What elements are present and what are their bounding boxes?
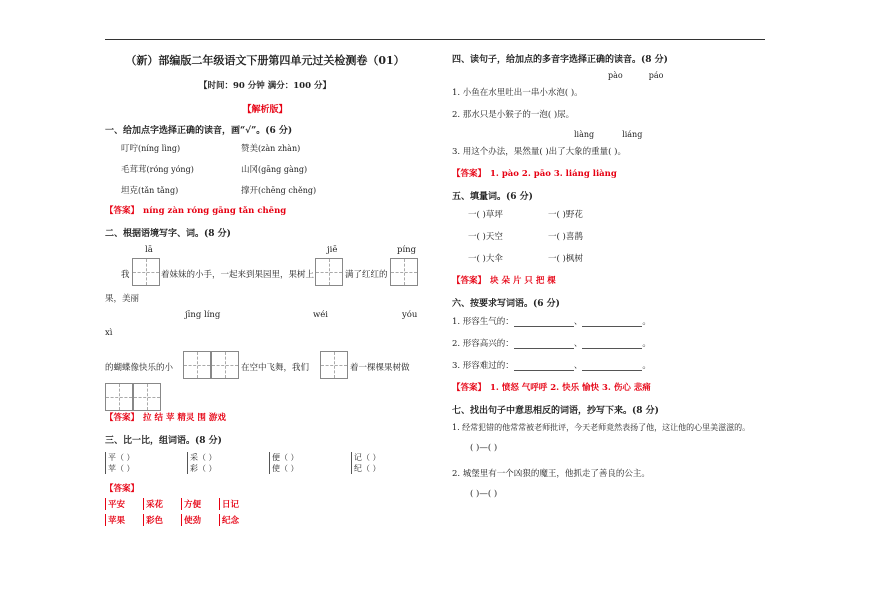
pinyin-label: lā [145,245,153,255]
q1-items [121,142,425,196]
version-tag: 【解析版】 [242,105,288,115]
left-column [105,52,425,526]
q2-text: 着妹妹的小手，一起来到果园里，果树上 [161,270,315,280]
q7-heading: 七、找出句子中意思相反的词语，抄写下来。(8 分) [452,406,659,416]
q2-body-2 [105,349,425,411]
writing-box[interactable] [133,383,161,411]
q7-sentence-2: 2. 城堡里有一个凶狠的魔王，他抓走了善良的公主。 [452,469,650,479]
q5-row: 一( )草坪 一( )野花 [468,210,583,220]
q2-body [105,245,425,357]
q3-heading: 三、比一比，组词语。(8 分) [105,436,222,446]
q4-answer: 【答案】 1. pào 2. pāo 3. liáng liàng [452,169,617,179]
q3-answer: 彩色 [143,514,181,526]
q4-sentence-1: 1. 小鱼在水里吐出一串小水泡( )。 [452,88,583,98]
q2-text: 果，美丽 [105,294,140,304]
q1-item: 赞美(zàn zhàn) [241,144,301,154]
q5-heading: 五、填量词。(6 分) [452,192,533,202]
q6-item: 1. 形容生气的： 、 。 [452,317,651,327]
writing-box[interactable] [183,351,211,379]
q3-answer: 日记 [219,498,257,510]
q6-answer: 【答案】 1. 愤怒 气呼呼 2. 快乐 愉快 3. 伤心 悲痛 [452,383,651,393]
answer-blank[interactable] [514,361,574,371]
q3-pair: 采（ ） 彩（ ） [187,452,269,474]
q1-answer: 【答案】 níng zàn róng gāng tǎn chēng [105,206,287,216]
q4-sentence-2: 2. 那水只是小猴子的一泡( )尿。 [452,110,575,120]
q3-answer: 方便 [181,498,219,510]
q3-answer-grid [105,498,425,526]
q1-item: 山冈(gāng gàng) [241,165,308,175]
q5-row: 一( )大伞 一( )枫树 [468,254,583,264]
q3-pairs [105,452,425,474]
q3-answer: 苹果 [105,514,143,526]
q5-answer: 【答案】 块 朵 片 只 把 棵 [452,276,556,286]
q3-answer: 平安 [105,498,143,510]
q4-pinyin-mid: liàng liáng [574,130,643,139]
q2-text: 满了红红的 [345,270,388,280]
q4-sentence-3: 3. 用这个办法，果然量( )出了大象的重量( )。 [452,147,626,157]
q4-pinyin-top: pào páo [608,71,664,80]
time-info: 【时间：90 分钟 满分：100 分】 [199,81,331,91]
q6-item: 3. 形容难过的： 、 。 [452,361,651,371]
q2-text: 在空中飞舞，我们 [241,363,310,373]
q1-item: 叮咛(níng lìng) [121,144,181,154]
q7-sentence-1: 1. 经常犯错的他常常被老师批评，今天老师竟然表扬了他，这让他的心里美滋滋的。 [452,423,751,432]
q2-text: 的蝴蝶像快乐的小 [105,363,174,373]
q7-pair-line: ( )—( ) [470,489,498,499]
pinyin-label: píng [397,245,417,255]
q1-item: 撑开(chēng chěng) [241,186,317,196]
q4-heading: 四、读句子，给加点的多音字选择正确的读音。(8 分) [452,55,668,65]
q2-text: 着一棵棵果树做 [350,363,410,373]
right-column [452,52,772,509]
writing-box[interactable] [320,351,348,379]
q3-pair: 平（ ） 苹（ ） [105,452,187,474]
q3-answer: 采花 [143,498,181,510]
q3-pair: 记（ ） 纪（ ） [351,452,421,474]
q3-answer: 使劲 [181,514,219,526]
q5-row: 一( )天空 一( )喜鹊 [468,232,583,242]
writing-box[interactable] [211,351,239,379]
q7-pair-line: ( )—( ) [470,443,498,453]
answer-blank[interactable] [582,339,642,349]
q1-item: 毛茸茸(róng yóng) [121,165,194,175]
q3-pair: 便（ ） 使（ ） [269,452,351,474]
writing-box[interactable] [315,258,343,286]
page-title: （新）部编版二年级语文下册第四单元过关检测卷（01） [125,54,405,67]
q6-item: 2. 形容高兴的： 、 。 [452,339,651,349]
q6-heading: 六、按要求写词语。(6 分) [452,299,560,309]
q2-text: 我 [121,270,130,280]
q3-answer-label: 【答案】 [105,484,140,494]
pinyin-label: yóu [402,310,418,320]
pinyin-label: jiē [327,245,338,255]
q2-heading: 二、根据语境写字、词。(8 分) [105,229,231,239]
answer-blank[interactable] [582,317,642,327]
q3-answer: 纪念 [219,514,257,526]
writing-box[interactable] [132,258,160,286]
q1-item: 坦克(tǎn tǎng) [121,186,179,196]
pinyin-label: jīng líng [185,310,221,320]
answer-blank[interactable] [582,361,642,371]
answer-blank[interactable] [514,339,574,349]
top-rule [105,39,765,40]
q2-answer: 【答案】 拉 结 苹 精灵 围 游戏 [105,413,226,423]
writing-box[interactable] [390,258,418,286]
answer-blank[interactable] [514,317,574,327]
q1-heading: 一、给加点字选择正确的读音，画“√”。(6 分) [105,126,293,136]
writing-box[interactable] [105,383,133,411]
pinyin-label: xì [105,328,113,338]
pinyin-label: wéi [313,310,329,320]
